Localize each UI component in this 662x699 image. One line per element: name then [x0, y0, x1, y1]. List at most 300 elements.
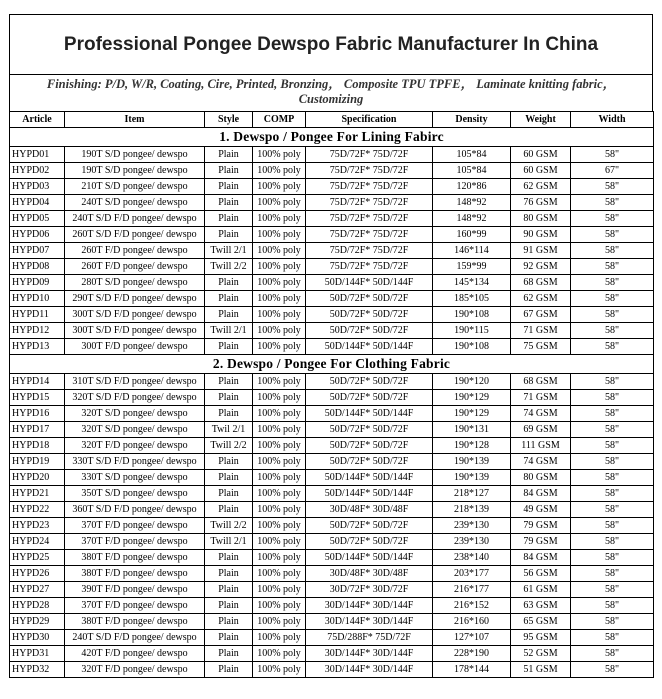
- density-cell: 216*160: [433, 614, 511, 630]
- comp-cell: 100% poly: [253, 195, 306, 211]
- comp-cell: 100% poly: [253, 662, 306, 678]
- width-cell: 58": [571, 486, 654, 502]
- item-cell: 370T F/D pongee/ dewspo: [65, 598, 205, 614]
- article-cell: HYPD15: [10, 390, 65, 406]
- width-cell: 67": [571, 163, 654, 179]
- table-row: [10, 422, 654, 438]
- article-cell: HYPD29: [10, 614, 65, 630]
- article-cell: HYPD32: [10, 662, 65, 678]
- article-cell: HYPD21: [10, 486, 65, 502]
- column-header: Weight: [511, 112, 571, 128]
- width-cell: 58": [571, 323, 654, 339]
- article-cell: HYPD05: [10, 211, 65, 227]
- comp-cell: 100% poly: [253, 614, 306, 630]
- item-cell: 300T S/D F/D pongee/ dewspo: [65, 323, 205, 339]
- width-cell: 58": [571, 374, 654, 390]
- comp-cell: 100% poly: [253, 374, 306, 390]
- width-cell: 58": [571, 646, 654, 662]
- item-cell: 300T S/D F/D pongee/ dewspo: [65, 307, 205, 323]
- comp-cell: 100% poly: [253, 406, 306, 422]
- item-cell: 350T S/D pongee/ dewspo: [65, 486, 205, 502]
- item-cell: 380T F/D pongee/ dewspo: [65, 614, 205, 630]
- article-cell: HYPD18: [10, 438, 65, 454]
- weight-cell: 90 GSM: [511, 227, 571, 243]
- table-row: [10, 211, 654, 227]
- article-cell: HYPD04: [10, 195, 65, 211]
- style-cell: Plain: [205, 275, 253, 291]
- density-cell: 120*86: [433, 179, 511, 195]
- width-cell: 58": [571, 566, 654, 582]
- item-cell: 190T S/D pongee/ dewspo: [65, 163, 205, 179]
- comp-cell: 100% poly: [253, 390, 306, 406]
- table-row: [10, 438, 654, 454]
- finishing-note: Finishing: P/D, W/R, Coating, Cire, Printed, Bronzing， Composite TPU TPFE， Laminate knitting fabric， Customizing: [9, 74, 653, 111]
- density-cell: 238*140: [433, 550, 511, 566]
- density-cell: 105*84: [433, 147, 511, 163]
- article-cell: HYPD02: [10, 163, 65, 179]
- article-cell: HYPD03: [10, 179, 65, 195]
- table-row: [10, 275, 654, 291]
- density-cell: 160*99: [433, 227, 511, 243]
- specification-cell: 75D/72F* 75D/72F: [306, 211, 433, 227]
- density-cell: 190*129: [433, 390, 511, 406]
- comp-cell: 100% poly: [253, 291, 306, 307]
- table-row: [10, 390, 654, 406]
- article-cell: HYPD30: [10, 630, 65, 646]
- density-cell: 185*105: [433, 291, 511, 307]
- specification-cell: 75D/72F* 75D/72F: [306, 195, 433, 211]
- specification-cell: 30D/144F* 30D/144F: [306, 614, 433, 630]
- table-row: [10, 502, 654, 518]
- density-cell: 190*139: [433, 470, 511, 486]
- style-cell: Twill 2/1: [205, 243, 253, 259]
- style-cell: Plain: [205, 454, 253, 470]
- width-cell: 58": [571, 598, 654, 614]
- specification-cell: 50D/72F* 50D/72F: [306, 454, 433, 470]
- width-cell: 58": [571, 582, 654, 598]
- table-row: [10, 486, 654, 502]
- density-cell: 146*114: [433, 243, 511, 259]
- style-cell: Plain: [205, 291, 253, 307]
- table-row: [10, 582, 654, 598]
- article-cell: HYPD09: [10, 275, 65, 291]
- style-cell: Twill 2/2: [205, 518, 253, 534]
- weight-cell: 56 GSM: [511, 566, 571, 582]
- density-cell: 239*130: [433, 518, 511, 534]
- article-cell: HYPD20: [10, 470, 65, 486]
- article-cell: HYPD10: [10, 291, 65, 307]
- density-cell: 145*134: [433, 275, 511, 291]
- weight-cell: 79 GSM: [511, 534, 571, 550]
- article-cell: HYPD26: [10, 566, 65, 582]
- comp-cell: 100% poly: [253, 275, 306, 291]
- specification-cell: 50D/72F* 50D/72F: [306, 390, 433, 406]
- article-cell: HYPD06: [10, 227, 65, 243]
- width-cell: 58": [571, 454, 654, 470]
- column-header: Style: [205, 112, 253, 128]
- weight-cell: 65 GSM: [511, 614, 571, 630]
- table-row: [10, 323, 654, 339]
- style-cell: Plain: [205, 211, 253, 227]
- specification-cell: 50D/72F* 50D/72F: [306, 518, 433, 534]
- specification-cell: 75D/72F* 75D/72F: [306, 227, 433, 243]
- specification-cell: 75D/72F* 75D/72F: [306, 163, 433, 179]
- article-cell: HYPD25: [10, 550, 65, 566]
- table-row: [10, 598, 654, 614]
- weight-cell: 111 GSM: [511, 438, 571, 454]
- density-cell: 228*190: [433, 646, 511, 662]
- width-cell: 58": [571, 227, 654, 243]
- table-row: [10, 339, 654, 355]
- style-cell: Plain: [205, 630, 253, 646]
- weight-cell: 80 GSM: [511, 211, 571, 227]
- density-cell: 148*92: [433, 195, 511, 211]
- comp-cell: 100% poly: [253, 243, 306, 259]
- density-cell: 190*128: [433, 438, 511, 454]
- style-cell: Plain: [205, 598, 253, 614]
- density-cell: 190*131: [433, 422, 511, 438]
- density-cell: 203*177: [433, 566, 511, 582]
- width-cell: 58": [571, 662, 654, 678]
- table-row: [10, 566, 654, 582]
- width-cell: 58": [571, 470, 654, 486]
- width-cell: 58": [571, 502, 654, 518]
- table-row: [10, 179, 654, 195]
- weight-cell: 63 GSM: [511, 598, 571, 614]
- density-cell: 190*120: [433, 374, 511, 390]
- specification-cell: 50D/144F* 50D/144F: [306, 550, 433, 566]
- width-cell: 58": [571, 438, 654, 454]
- column-header: Density: [433, 112, 511, 128]
- style-cell: Plain: [205, 470, 253, 486]
- article-cell: HYPD16: [10, 406, 65, 422]
- style-cell: Plain: [205, 662, 253, 678]
- table-header-row: [10, 112, 654, 128]
- article-cell: HYPD28: [10, 598, 65, 614]
- style-cell: Plain: [205, 163, 253, 179]
- width-cell: 58": [571, 179, 654, 195]
- column-header: Article: [10, 112, 65, 128]
- article-cell: HYPD22: [10, 502, 65, 518]
- comp-cell: 100% poly: [253, 566, 306, 582]
- density-cell: 216*152: [433, 598, 511, 614]
- style-cell: Twill 2/2: [205, 259, 253, 275]
- width-cell: 58": [571, 307, 654, 323]
- comp-cell: 100% poly: [253, 339, 306, 355]
- weight-cell: 75 GSM: [511, 339, 571, 355]
- specification-cell: 75D/288F* 75D/72F: [306, 630, 433, 646]
- width-cell: 58": [571, 406, 654, 422]
- style-cell: Plain: [205, 374, 253, 390]
- density-cell: 178*144: [433, 662, 511, 678]
- density-cell: 190*108: [433, 339, 511, 355]
- table-body: [10, 128, 654, 678]
- style-cell: Plain: [205, 147, 253, 163]
- weight-cell: 84 GSM: [511, 486, 571, 502]
- width-cell: 58": [571, 259, 654, 275]
- width-cell: 58": [571, 550, 654, 566]
- comp-cell: 100% poly: [253, 470, 306, 486]
- table-row: [10, 374, 654, 390]
- weight-cell: 95 GSM: [511, 630, 571, 646]
- style-cell: Plain: [205, 486, 253, 502]
- table-row: [10, 470, 654, 486]
- style-cell: Plain: [205, 646, 253, 662]
- weight-cell: 61 GSM: [511, 582, 571, 598]
- width-cell: 58": [571, 147, 654, 163]
- density-cell: 105*84: [433, 163, 511, 179]
- density-cell: 190*115: [433, 323, 511, 339]
- comp-cell: 100% poly: [253, 534, 306, 550]
- width-cell: 58": [571, 243, 654, 259]
- table-row: [10, 147, 654, 163]
- section-heading: 2. Dewspo / Pongee For Clothing Fabric: [10, 355, 654, 374]
- specification-cell: 30D/144F* 30D/144F: [306, 646, 433, 662]
- comp-cell: 100% poly: [253, 550, 306, 566]
- weight-cell: 74 GSM: [511, 406, 571, 422]
- style-cell: Twill 2/2: [205, 438, 253, 454]
- style-cell: Plain: [205, 582, 253, 598]
- article-cell: HYPD13: [10, 339, 65, 355]
- specification-cell: 50D/144F* 50D/144F: [306, 339, 433, 355]
- article-cell: HYPD14: [10, 374, 65, 390]
- density-cell: 159*99: [433, 259, 511, 275]
- density-cell: 218*139: [433, 502, 511, 518]
- table-row: [10, 307, 654, 323]
- table-row: [10, 630, 654, 646]
- item-cell: 300T F/D pongee/ dewspo: [65, 339, 205, 355]
- width-cell: 58": [571, 518, 654, 534]
- weight-cell: 67 GSM: [511, 307, 571, 323]
- article-cell: HYPD11: [10, 307, 65, 323]
- width-cell: 58": [571, 422, 654, 438]
- specification-cell: 30D/72F* 30D/72F: [306, 582, 433, 598]
- style-cell: Plain: [205, 406, 253, 422]
- specification-cell: 50D/144F* 50D/144F: [306, 275, 433, 291]
- fabric-catalog-sheet: [9, 14, 653, 678]
- density-cell: 216*177: [433, 582, 511, 598]
- specification-cell: 50D/72F* 50D/72F: [306, 534, 433, 550]
- weight-cell: 68 GSM: [511, 374, 571, 390]
- article-cell: HYPD12: [10, 323, 65, 339]
- table-row: [10, 534, 654, 550]
- comp-cell: 100% poly: [253, 163, 306, 179]
- comp-cell: 100% poly: [253, 227, 306, 243]
- table-row: [10, 291, 654, 307]
- specification-cell: 75D/72F* 75D/72F: [306, 259, 433, 275]
- style-cell: Plain: [205, 339, 253, 355]
- specification-cell: 50D/72F* 50D/72F: [306, 374, 433, 390]
- item-cell: 290T S/D F/D pongee/ dewspo: [65, 291, 205, 307]
- comp-cell: 100% poly: [253, 259, 306, 275]
- style-cell: Twil 2/1: [205, 422, 253, 438]
- specification-cell: 30D/144F* 30D/144F: [306, 598, 433, 614]
- style-cell: Plain: [205, 502, 253, 518]
- comp-cell: 100% poly: [253, 422, 306, 438]
- comp-cell: 100% poly: [253, 179, 306, 195]
- weight-cell: 71 GSM: [511, 323, 571, 339]
- comp-cell: 100% poly: [253, 630, 306, 646]
- density-cell: 190*129: [433, 406, 511, 422]
- comp-cell: 100% poly: [253, 211, 306, 227]
- item-cell: 210T S/D pongee/ dewspo: [65, 179, 205, 195]
- comp-cell: 100% poly: [253, 518, 306, 534]
- article-cell: HYPD23: [10, 518, 65, 534]
- column-header: COMP: [253, 112, 306, 128]
- comp-cell: 100% poly: [253, 147, 306, 163]
- table-row: [10, 195, 654, 211]
- section-heading: 1. Dewspo / Pongee For Lining Fabirc: [10, 128, 654, 147]
- item-cell: 240T S/D F/D pongee/ dewspo: [65, 211, 205, 227]
- comp-cell: 100% poly: [253, 454, 306, 470]
- comp-cell: 100% poly: [253, 438, 306, 454]
- comp-cell: 100% poly: [253, 582, 306, 598]
- item-cell: 280T S/D pongee/ dewspo: [65, 275, 205, 291]
- item-cell: 240T S/D pongee/ dewspo: [65, 195, 205, 211]
- article-cell: HYPD01: [10, 147, 65, 163]
- density-cell: 127*107: [433, 630, 511, 646]
- specification-cell: 50D/144F* 50D/144F: [306, 486, 433, 502]
- specification-cell: 75D/72F* 75D/72F: [306, 147, 433, 163]
- item-cell: 190T S/D pongee/ dewspo: [65, 147, 205, 163]
- density-cell: 218*127: [433, 486, 511, 502]
- item-cell: 380T F/D pongee/ dewspo: [65, 566, 205, 582]
- specification-cell: 50D/72F* 50D/72F: [306, 307, 433, 323]
- weight-cell: 69 GSM: [511, 422, 571, 438]
- item-cell: 330T S/D F/D pongee/ dewspo: [65, 454, 205, 470]
- table-row: [10, 454, 654, 470]
- article-cell: HYPD19: [10, 454, 65, 470]
- fabric-table: [9, 111, 654, 678]
- item-cell: 260T S/D F/D pongee/ dewspo: [65, 227, 205, 243]
- table-row: [10, 259, 654, 275]
- item-cell: 320T F/D pongee/ dewspo: [65, 662, 205, 678]
- width-cell: 58": [571, 291, 654, 307]
- section-heading-row: [10, 355, 654, 374]
- specification-cell: 50D/72F* 50D/72F: [306, 323, 433, 339]
- specification-cell: 75D/72F* 75D/72F: [306, 243, 433, 259]
- style-cell: Plain: [205, 227, 253, 243]
- width-cell: 58": [571, 630, 654, 646]
- table-row: [10, 406, 654, 422]
- item-cell: 320T S/D pongee/ dewspo: [65, 422, 205, 438]
- item-cell: 260T F/D pongee/ dewspo: [65, 259, 205, 275]
- article-cell: HYPD08: [10, 259, 65, 275]
- comp-cell: 100% poly: [253, 646, 306, 662]
- item-cell: 380T F/D pongee/ dewspo: [65, 550, 205, 566]
- width-cell: 58": [571, 275, 654, 291]
- weight-cell: 60 GSM: [511, 163, 571, 179]
- width-cell: 58": [571, 211, 654, 227]
- item-cell: 320T S/D F/D pongee/ dewspo: [65, 390, 205, 406]
- specification-cell: 50D/72F* 50D/72F: [306, 438, 433, 454]
- style-cell: Plain: [205, 550, 253, 566]
- weight-cell: 68 GSM: [511, 275, 571, 291]
- style-cell: Plain: [205, 390, 253, 406]
- table-row: [10, 614, 654, 630]
- specification-cell: 50D/144F* 50D/144F: [306, 470, 433, 486]
- article-cell: HYPD24: [10, 534, 65, 550]
- weight-cell: 51 GSM: [511, 662, 571, 678]
- table-row: [10, 550, 654, 566]
- table-row: [10, 662, 654, 678]
- style-cell: Plain: [205, 307, 253, 323]
- column-header: Specification: [306, 112, 433, 128]
- weight-cell: 62 GSM: [511, 179, 571, 195]
- weight-cell: 79 GSM: [511, 518, 571, 534]
- column-header: Width: [571, 112, 654, 128]
- style-cell: Twill 2/1: [205, 534, 253, 550]
- item-cell: 240T S/D F/D pongee/ dewspo: [65, 630, 205, 646]
- comp-cell: 100% poly: [253, 502, 306, 518]
- weight-cell: 62 GSM: [511, 291, 571, 307]
- style-cell: Twill 2/1: [205, 323, 253, 339]
- article-cell: HYPD07: [10, 243, 65, 259]
- density-cell: 190*139: [433, 454, 511, 470]
- table-row: [10, 163, 654, 179]
- comp-cell: 100% poly: [253, 598, 306, 614]
- width-cell: 58": [571, 614, 654, 630]
- specification-cell: 50D/72F* 50D/72F: [306, 422, 433, 438]
- specification-cell: 30D/48F* 30D/48F: [306, 502, 433, 518]
- page-title: Professional Pongee Dewspo Fabric Manufacturer In China: [9, 14, 653, 74]
- item-cell: 330T S/D pongee/ dewspo: [65, 470, 205, 486]
- item-cell: 320T F/D pongee/ dewspo: [65, 438, 205, 454]
- item-cell: 420T F/D pongee/ dewspo: [65, 646, 205, 662]
- style-cell: Plain: [205, 614, 253, 630]
- table-row: [10, 243, 654, 259]
- section-heading-row: [10, 128, 654, 147]
- item-cell: 390T F/D pongee/ dewspo: [65, 582, 205, 598]
- specification-cell: 50D/144F* 50D/144F: [306, 406, 433, 422]
- column-header: Item: [65, 112, 205, 128]
- comp-cell: 100% poly: [253, 307, 306, 323]
- item-cell: 320T S/D pongee/ dewspo: [65, 406, 205, 422]
- weight-cell: 80 GSM: [511, 470, 571, 486]
- density-cell: 239*130: [433, 534, 511, 550]
- weight-cell: 71 GSM: [511, 390, 571, 406]
- weight-cell: 76 GSM: [511, 195, 571, 211]
- weight-cell: 52 GSM: [511, 646, 571, 662]
- style-cell: Plain: [205, 179, 253, 195]
- table-row: [10, 518, 654, 534]
- weight-cell: 60 GSM: [511, 147, 571, 163]
- table-row: [10, 646, 654, 662]
- weight-cell: 84 GSM: [511, 550, 571, 566]
- comp-cell: 100% poly: [253, 323, 306, 339]
- weight-cell: 91 GSM: [511, 243, 571, 259]
- density-cell: 190*108: [433, 307, 511, 323]
- specification-cell: 50D/72F* 50D/72F: [306, 291, 433, 307]
- specification-cell: 30D/48F* 30D/48F: [306, 566, 433, 582]
- comp-cell: 100% poly: [253, 486, 306, 502]
- width-cell: 58": [571, 534, 654, 550]
- width-cell: 58": [571, 195, 654, 211]
- density-cell: 148*92: [433, 211, 511, 227]
- width-cell: 58": [571, 390, 654, 406]
- item-cell: 360T S/D F/D pongee/ dewspo: [65, 502, 205, 518]
- weight-cell: 49 GSM: [511, 502, 571, 518]
- item-cell: 370T F/D pongee/ dewspo: [65, 518, 205, 534]
- style-cell: Plain: [205, 195, 253, 211]
- table-row: [10, 227, 654, 243]
- item-cell: 370T F/D pongee/ dewspo: [65, 534, 205, 550]
- item-cell: 310T S/D F/D pongee/ dewspo: [65, 374, 205, 390]
- weight-cell: 74 GSM: [511, 454, 571, 470]
- weight-cell: 92 GSM: [511, 259, 571, 275]
- specification-cell: 75D/72F* 75D/72F: [306, 179, 433, 195]
- width-cell: 58": [571, 339, 654, 355]
